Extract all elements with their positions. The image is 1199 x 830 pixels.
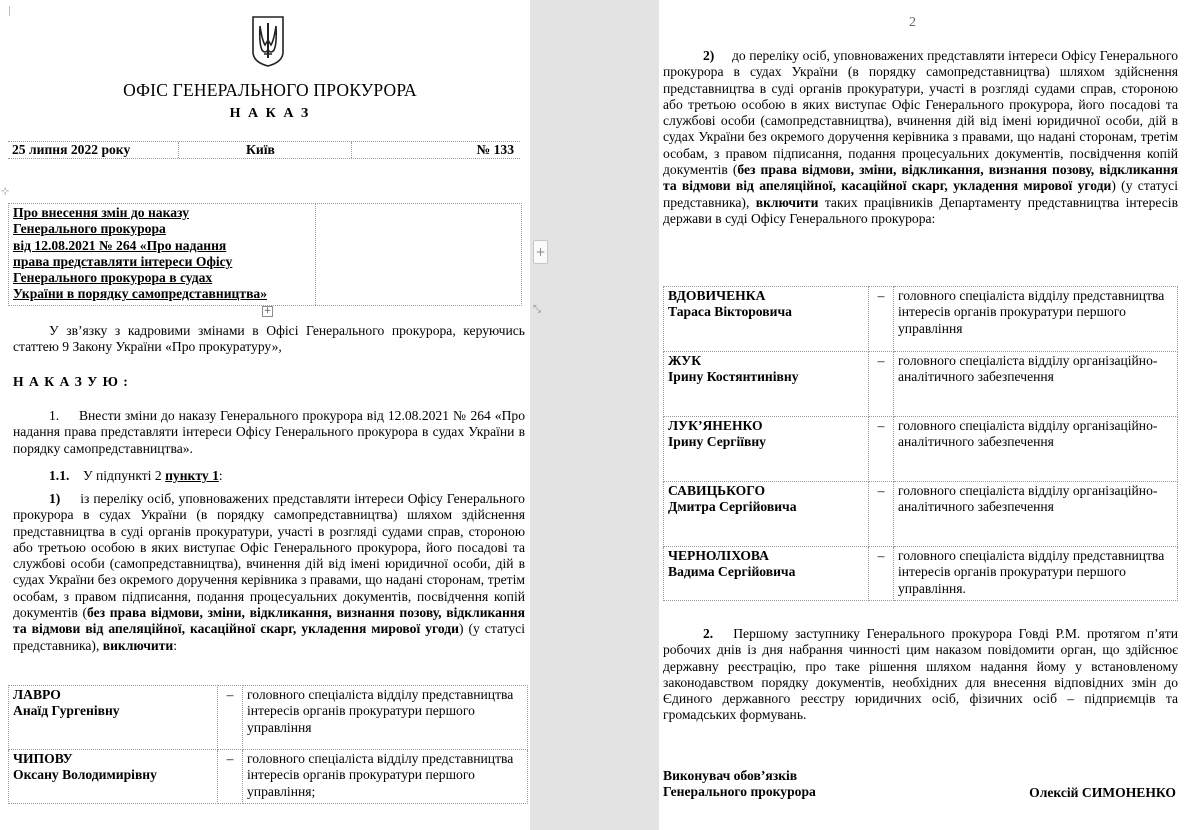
order-subject [13, 205, 313, 303]
item-2-number: 2. [703, 626, 714, 641]
dash-cell: – [218, 686, 243, 750]
item-2-paragraph [663, 626, 1178, 724]
person-name: Дмитра Сергійовича [668, 499, 797, 515]
table-move-handle[interactable]: ⊹ [1, 186, 10, 197]
date-number-row [8, 141, 520, 159]
cell-divider [351, 142, 352, 158]
order-city: Київ [246, 142, 275, 157]
person-name: Оксану Володимирівну [13, 767, 157, 783]
person-cell [664, 547, 869, 601]
signature-role-line: Виконувач обов’язків [663, 768, 798, 783]
subitem-1-restrictions: без права відмови, зміни, відкликання, визнання позову, відкликання та відмови від апеляційної, касаційної скарг, укладення мирової угоди [13, 605, 525, 637]
person-surname: ЧИПОВУ [13, 751, 73, 766]
person-position: головного спеціаліста відділу представництва інтересів органів прокуратури першого управління; [243, 750, 528, 804]
person-cell [664, 482, 869, 547]
subitem-1-paragraph [13, 491, 525, 654]
dash-cell: – [869, 482, 894, 547]
subject-line: України в порядку самопредставництва» [13, 286, 268, 302]
table-row [664, 417, 1178, 482]
dash-cell: – [869, 417, 894, 482]
item-1-1-point: пункту 1 [165, 468, 219, 483]
person-position: головного спеціаліста відділу представництва інтересів органів прокуратури першого управління [894, 287, 1178, 352]
person-cell [9, 686, 218, 750]
subitem-2-number: 2) [703, 48, 715, 63]
person-cell [664, 352, 869, 417]
subitem-1-colon: : [173, 637, 178, 653]
document-page-2 [659, 0, 1199, 830]
person-name: Ірину Сергіївну [668, 434, 766, 450]
order-date: 25 липня 2022 року [12, 142, 131, 157]
subitem-2-tail: таких працівників Департаменту представництва інтересів держави в суді Офісу Генерального прокурора: [663, 194, 1178, 226]
subitem-2-paragraph [663, 48, 1178, 227]
person-cell [9, 750, 218, 804]
subitem-1-status: ) (у статусі представника), [13, 621, 525, 653]
dash-cell: – [869, 287, 894, 352]
subject-line: права представляти інтереси Офісу [13, 253, 233, 269]
item-1-1-paragraph [49, 468, 519, 484]
dash-cell: – [869, 547, 894, 601]
subject-line: Про внесення змін до наказу [13, 205, 189, 220]
signature-name: Олексій СИМОНЕНКО [1029, 785, 1176, 800]
person-position: головного спеціаліста відділу представництва інтересів органів прокуратури першого управління [243, 686, 528, 750]
person-surname: ЖУК [668, 353, 702, 368]
doc-type-title: Н А К А З [229, 106, 311, 121]
person-name: Ірину Костянтинівну [668, 369, 799, 385]
item-1-text: Внести зміни до наказу Генерального прокурора від 12.08.2021 № 264 «Про надання права представляти інтереси Офісу Генерального прокурора в судах України в порядку самопредставництва». [13, 408, 525, 456]
item-1-1-number: 1.1. [49, 468, 70, 483]
subitem-1-number: 1) [49, 491, 61, 506]
item-1-paragraph [13, 408, 525, 457]
table-row [664, 547, 1178, 601]
signature-role [663, 768, 816, 801]
table-resize-handle[interactable]: ⤡ [533, 304, 541, 315]
dash-cell: – [869, 352, 894, 417]
table-row [9, 750, 528, 804]
subitem-2-restrictions: без права відмови, зміни, відкликання, визнання позову, відкликання та відмови від апеляційної, касаційної скарг, укладення мирової угоди [663, 162, 1178, 194]
person-position: головного спеціаліста відділу представництва інтересів органів прокуратури першого управління. [894, 547, 1178, 601]
subitem-1-text: із переліку осіб, уповноважених представляти інтереси Офісу Генерального прокурора в судах України (в порядку самопредставництва) шляхом здійснення представництва в суді органів прокуратури, участі в розгляді судами справ, стороною або третьою особою в яких виступає Офіс Генерального прокурора, його посадові та службові особи (самопредставництва), вчинення дій від імені юридичної особи, дій в судах України без окремого доручення керівника з правами, що надані сторонам, третім особам, з правом підписання, подання процесуальних документів, посвідчення копій документів ( [13, 491, 525, 621]
coat-of-arms-icon [250, 14, 286, 68]
subject-block [8, 203, 522, 306]
subitem-2-action: включити [755, 194, 819, 210]
order-number: № 133 [476, 142, 514, 157]
person-name: Вадима Сергійовича [668, 564, 796, 580]
person-position: головного спеціаліста відділу організаційно-аналітичного забезпечення [894, 482, 1178, 547]
person-surname: ЧЕРНОЛІХОВА [668, 548, 769, 563]
subitem-2-status: ) (у статусі представника), [663, 178, 1178, 210]
item-1-1-colon: : [218, 468, 223, 483]
table-add-column-button[interactable]: + [533, 240, 548, 264]
table-row [664, 482, 1178, 547]
preamble-paragraph: У зв’язку з кадровими змінами в Офісі Генерального прокурора, керуючись статтею 9 Закону України «Про прокуратуру», [13, 323, 525, 355]
table-row [9, 686, 528, 750]
subitem-2-text: до переліку осіб, уповноважених представляти інтереси Офісу Генерального прокурора в судах України (в порядку самопредставництва) шляхом здійснення представництва в суді органів прокуратури, участі в розгляді судами справ, стороною або третьою особою в яких виступає Офіс Генерального прокурора, його посадові та службові особи (самопредставництва), вчинення дій від імені юридичної особи, дій в судах України без окремого доручення керівника з правами, що надані сторонам, третім особам, з правом підписання, подання процесуальних документів, посвідчення копій документів ( [663, 48, 1178, 178]
table-row [664, 352, 1178, 417]
document-page-1 [0, 0, 541, 830]
person-cell [664, 287, 869, 352]
subject-line: Генерального прокурора в судах [13, 270, 213, 286]
excluded-persons-table [8, 685, 528, 804]
included-persons-table [663, 286, 1178, 601]
person-name: Анаїд Гургенівну [13, 703, 120, 719]
table-row [664, 287, 1178, 352]
signature-role-line: Генерального прокурора [663, 784, 816, 800]
person-surname: ЛУК’ЯНЕНКО [668, 418, 763, 433]
person-position: головного спеціаліста відділу організаційно-аналітичного забезпечення [894, 417, 1178, 482]
item-1-number: 1. [49, 408, 60, 423]
item-1-1-text: У підпункті 2 [82, 468, 162, 483]
item-2-text: Першому заступнику Генерального прокурора Говді Р.М. протягом п’яти робочих днів із дня набрання чинності цим наказом повідомити орган, що здійснює державну реєстрацію, про таке рішення шляхом надання йому у встановленому законодавством порядку документів, необхідних для внесення відповідних змін до Єдиного державного реєстру юридичних осіб, фізичних осіб – підприємців та громадських формувань. [663, 626, 1179, 723]
subject-line: від 12.08.2021 № 264 «Про надання [13, 237, 227, 253]
cell-divider [178, 142, 179, 158]
subitem-1-action: виключити [102, 637, 174, 653]
person-position: головного спеціаліста відділу організаційно-аналітичного забезпечення [894, 352, 1178, 417]
subject-line: Генерального прокурора [13, 221, 166, 237]
order-heading: Н А К А З У Ю : [13, 374, 129, 389]
page-number: 2 [909, 15, 916, 30]
person-surname: САВИЦЬКОГО [668, 483, 766, 498]
office-title: ОФІС ГЕНЕРАЛЬНОГО ПРОКУРОРА [123, 80, 417, 100]
person-name: Тараса Вікторовича [668, 304, 792, 320]
person-cell [664, 417, 869, 482]
cell-divider [315, 204, 316, 305]
table-add-row-button[interactable]: + [263, 306, 272, 316]
person-surname: ЛАВРО [13, 687, 61, 702]
margin-corner-mark [0, 6, 10, 16]
dash-cell: – [218, 750, 243, 804]
person-surname: ВДОВИЧЕНКА [668, 288, 766, 303]
